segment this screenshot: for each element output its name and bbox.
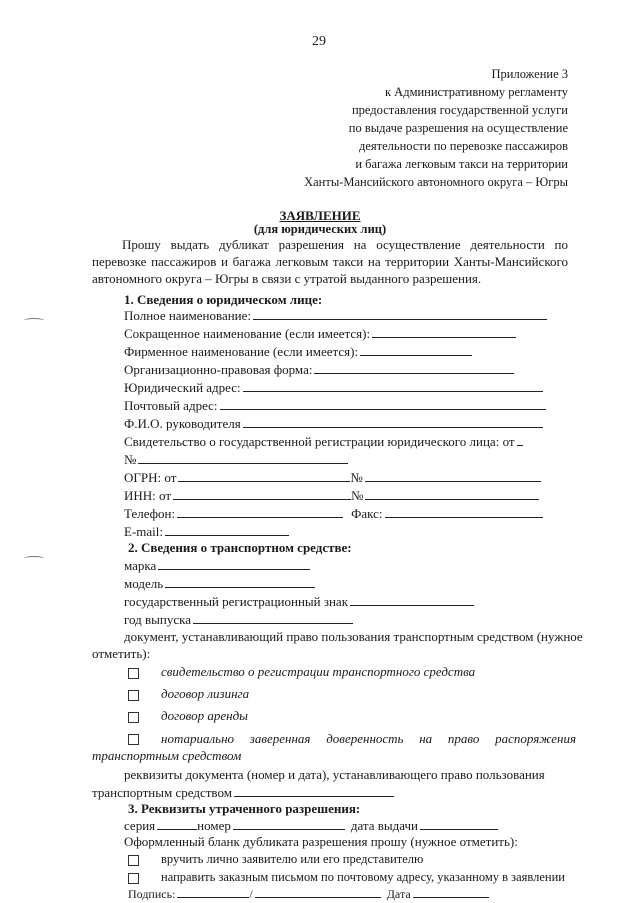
option-rent[interactable] — [128, 708, 248, 724]
fax-label: Факс: — [351, 506, 383, 521]
ogrn-row — [124, 469, 541, 486]
option-registered-mail[interactable] — [128, 870, 565, 885]
requisites-label: транспортным средством — [92, 785, 232, 800]
full-name-label: Полное наименование: — [124, 308, 252, 323]
inn-row — [124, 487, 539, 504]
brand-name-label: Фирменное наименование (если имеется): — [124, 344, 359, 359]
director-field[interactable] — [243, 415, 543, 428]
section3-heading: 3. Реквизиты утраченного разрешения: — [128, 801, 361, 816]
vehicle-plate-row — [124, 593, 474, 610]
appendix-line: предоставления государственной услуги — [351, 103, 568, 117]
email-label: E-mail: — [124, 524, 163, 539]
short-name-row — [124, 325, 516, 342]
option-leasing[interactable] — [128, 686, 249, 702]
postal-address-field[interactable] — [220, 397, 546, 410]
full-name-field[interactable] — [253, 307, 547, 320]
appendix-line: к Административному регламенту — [384, 85, 568, 99]
duplicate-text: Оформленный бланк дубликата разрешения прошу (нужное отметить): — [124, 834, 518, 849]
appendix-line: деятельности по перевозке пассажиров — [359, 139, 568, 153]
section2-heading: 2. Сведения о транспортном средстве: — [128, 540, 352, 555]
option-word: нотариально — [161, 731, 235, 746]
email-row — [124, 523, 289, 540]
option-word: доверенность — [326, 731, 404, 746]
intro-paragraph: Прошу выдать дубликат разрешения на осуществление деятельности по перевозке пассажиров и багажа легковым такси на территории Ханты-Мансийского автономного округа – Югры в связи с утратой выданного разрешения. — [92, 237, 568, 286]
brand-name-field[interactable] — [360, 343, 472, 356]
appendix-line: Приложение 3 — [491, 67, 568, 81]
vehicle-model-field[interactable] — [165, 575, 315, 588]
option-power-of-attorney[interactable] — [128, 731, 576, 747]
checkbox[interactable] — [128, 712, 139, 723]
issue-date-label: дата выдачи — [350, 818, 418, 833]
legal-form-row — [124, 361, 514, 378]
inn-number-field[interactable] — [365, 487, 539, 500]
option-word: на — [419, 731, 433, 746]
option-registration-cert[interactable] — [128, 664, 475, 680]
registration-cert-date-field[interactable] — [517, 433, 523, 446]
legal-form-label: Организационно-правовая форма: — [124, 362, 313, 377]
legal-address-row — [124, 379, 543, 396]
appendix-line: и багажа легковым такси на территории — [355, 157, 568, 171]
signature-slash: / — [249, 887, 253, 901]
ogrn-number-field[interactable] — [365, 469, 541, 482]
checkbox[interactable] — [128, 855, 139, 866]
signature-label: Подпись: — [128, 887, 176, 901]
phone-label: Телефон: — [124, 506, 176, 521]
document-subtitle: (для юридических лиц) — [253, 222, 387, 236]
option-label: договор аренды — [161, 708, 248, 723]
number-field[interactable] — [233, 817, 345, 830]
section1-heading: 1. Сведения о юридическом лице: — [124, 292, 323, 307]
phone-fax-row — [124, 505, 543, 522]
option-word: право — [447, 731, 480, 746]
director-row — [124, 415, 543, 432]
vehicle-plate-label: государственный регистрационный знак — [124, 594, 349, 609]
scan-mark — [24, 556, 44, 561]
document-title: ЗАЯВЛЕНИЕ — [279, 208, 361, 223]
requisites-line1: реквизиты документа (номер и дата), устанавливающего право пользования — [124, 767, 545, 782]
checkbox[interactable] — [128, 873, 139, 884]
option-label — [161, 731, 576, 747]
option-power-of-attorney-line2: транспортным средством — [92, 748, 242, 763]
requisites-field[interactable] — [234, 784, 394, 797]
ogrn-date-field[interactable] — [178, 469, 350, 482]
document-right-line1: документ, устанавливающий право пользования транспортным средством (нужное — [124, 629, 583, 644]
email-field[interactable] — [165, 523, 289, 536]
vehicle-model-label: модель — [124, 576, 164, 591]
series-field[interactable] — [157, 817, 197, 830]
appendix-line: Ханты-Мансийского автономного округа – Югры — [304, 175, 568, 189]
short-name-label: Сокращенное наименование (если имеется): — [124, 326, 371, 341]
legal-address-field[interactable] — [243, 379, 543, 392]
inn-label: ИНН: от — [124, 488, 172, 503]
registration-cert-row — [124, 433, 523, 450]
lost-permit-row — [124, 817, 498, 834]
date-field[interactable] — [413, 888, 489, 898]
series-label: серия — [124, 818, 156, 833]
signature-field[interactable] — [177, 888, 249, 898]
page-number: 29 — [312, 34, 326, 49]
option-label: вручить лично заявителю или его представителю — [161, 852, 424, 866]
vehicle-year-row — [124, 611, 353, 628]
checkbox[interactable] — [128, 734, 139, 745]
legal-form-field[interactable] — [314, 361, 514, 374]
vehicle-plate-field[interactable] — [350, 593, 474, 606]
appendix-line: по выдаче разрешения на осуществление — [348, 121, 568, 135]
document-right-line2: отметить): — [92, 646, 151, 661]
vehicle-year-field[interactable] — [193, 611, 353, 624]
date-label: Дата — [386, 887, 411, 901]
checkbox[interactable] — [128, 668, 139, 679]
vehicle-brand-label: марка — [124, 558, 157, 573]
number-label: номер — [197, 818, 231, 833]
postal-address-row — [124, 397, 546, 414]
full-name-row — [124, 307, 547, 324]
legal-address-label: Юридический адрес: — [124, 380, 241, 395]
option-word: распоряжения — [495, 731, 576, 746]
registration-number-row — [124, 451, 348, 468]
inn-date-field[interactable] — [173, 487, 351, 500]
registration-cert-label: Свидетельство о государственной регистрации юридического лица: от — [124, 434, 515, 449]
registration-number-field[interactable] — [138, 451, 348, 464]
option-hand-over[interactable] — [128, 852, 423, 867]
vehicle-model-row — [124, 575, 315, 592]
vehicle-brand-row — [124, 557, 310, 574]
scan-mark — [24, 318, 44, 323]
short-name-field[interactable] — [372, 325, 516, 338]
option-word: заверенная — [249, 731, 311, 746]
requisites-row — [92, 784, 394, 801]
postal-address-label: Почтовый адрес: — [124, 398, 218, 413]
issue-date-field[interactable] — [420, 817, 498, 830]
phone-field[interactable] — [177, 505, 343, 518]
brand-name-row — [124, 343, 472, 360]
option-label: направить заказным письмом по почтовому адресу, указанному в заявлении — [161, 870, 565, 884]
vehicle-brand-field[interactable] — [158, 557, 310, 570]
fax-field[interactable] — [385, 505, 543, 518]
inn-number-label: № — [351, 488, 364, 503]
option-label: свидетельство о регистрации транспортного средства — [161, 664, 476, 679]
checkbox[interactable] — [128, 690, 139, 701]
option-label: договор лизинга — [161, 686, 250, 701]
vehicle-year-label: год выпуска — [124, 612, 191, 627]
signature-decoding-field[interactable] — [255, 888, 381, 898]
signature-row — [128, 887, 489, 902]
ogrn-number-label: № — [350, 470, 363, 485]
registration-number-label: № — [124, 452, 137, 467]
director-label: Ф.И.О. руководителя — [124, 416, 241, 431]
ogrn-label: ОГРН: от — [124, 470, 177, 485]
